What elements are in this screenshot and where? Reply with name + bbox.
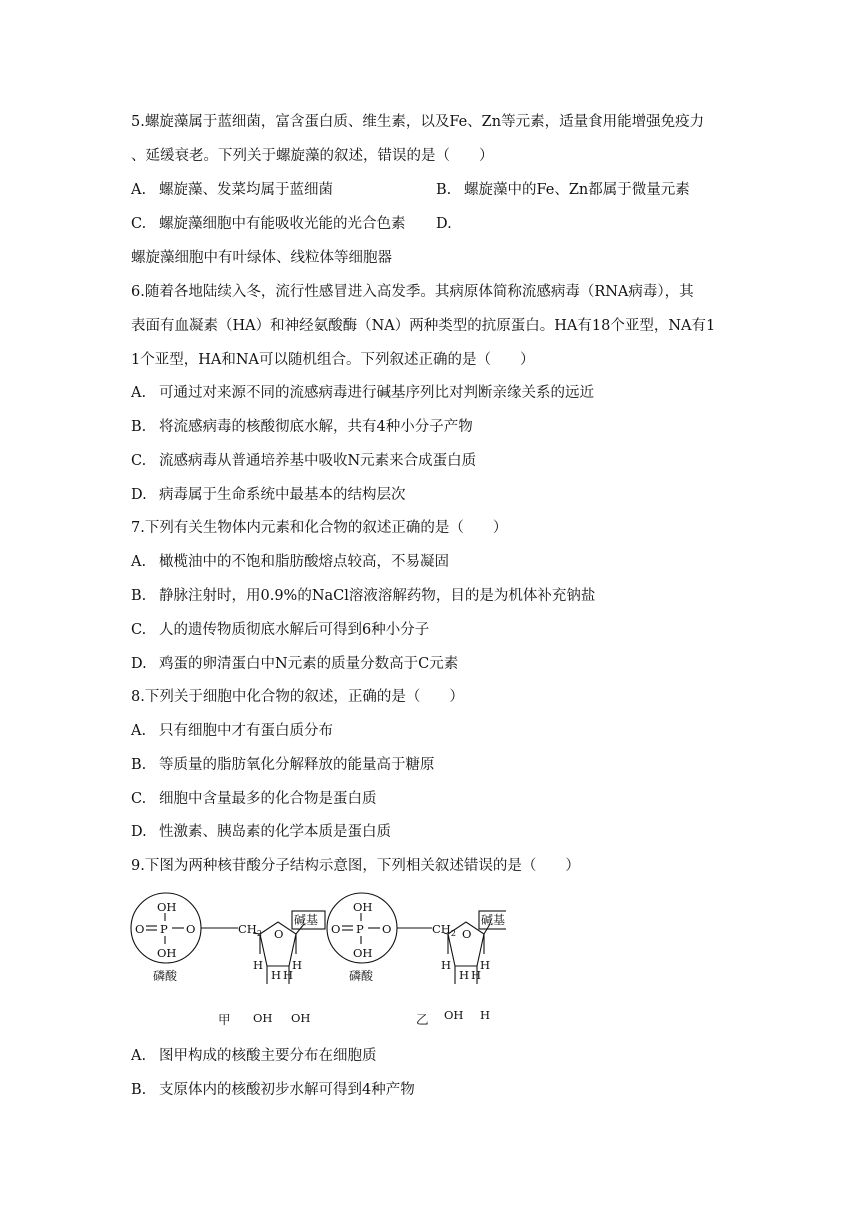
q6-option-b xyxy=(131,417,473,437)
q8-option-c xyxy=(131,789,377,809)
option-text: 只有细胞中才有蛋白质分布 xyxy=(159,723,333,739)
q7-option-a xyxy=(131,552,449,572)
option-label: B. xyxy=(131,1082,147,1098)
q7-option-c xyxy=(131,620,429,640)
q5-stem-line-2: 、延缓衰老。下列关于螺旋藻的叙述，错误的是（ ） xyxy=(131,148,494,164)
base-label-jia: 碱基 xyxy=(294,913,319,927)
q9-option-a xyxy=(131,1046,377,1066)
label-yi: 乙 xyxy=(416,1012,429,1027)
option-label: C. xyxy=(131,216,147,232)
o-double-jia: O xyxy=(135,922,145,936)
option-text: 性激素、胰岛素的化学本质是蛋白质 xyxy=(159,824,391,840)
option-label: A. xyxy=(131,182,147,198)
option-text: 将流感病毒的核酸彻底水解，共有4种小分子产物 xyxy=(159,419,473,435)
oh-c2-jia: OH xyxy=(291,1011,311,1025)
h-lower-right-yi: H xyxy=(471,968,482,982)
base-label-yi: 碱基 xyxy=(481,913,506,927)
q8-option-a xyxy=(131,721,333,741)
option-label: A. xyxy=(131,723,147,739)
ring-o-yi: O xyxy=(462,927,472,941)
q5-option-d-text: 螺旋藻细胞中有叶绿体、线粒体等细胞器 xyxy=(131,250,392,266)
q8-option-b xyxy=(131,755,435,775)
q8-option-d xyxy=(131,822,391,842)
oh-top-jia: OH xyxy=(157,900,177,914)
oh-c3-jia: OH xyxy=(253,1011,273,1025)
q6-option-d xyxy=(131,485,406,505)
option-label: C. xyxy=(131,791,147,807)
option-label: C. xyxy=(131,622,147,638)
option-label: B. xyxy=(131,588,147,604)
o-ester-jia: O xyxy=(186,922,196,936)
q5-option-c xyxy=(131,214,406,234)
h-lower-left-jia: H xyxy=(271,968,282,982)
h-right-jia: H xyxy=(292,958,303,972)
q8-stem: 8.下列关于细胞中化合物的叙述，正确的是（ ） xyxy=(131,689,464,705)
o-double-yi: O xyxy=(331,922,341,936)
q7-stem: 7.下列有关生物体内元素和化合物的叙述正确的是（ ） xyxy=(131,520,508,536)
h-lower-right-jia: H xyxy=(283,968,294,982)
option-text: 人的遗传物质彻底水解后可得到6种小分子 xyxy=(159,622,430,638)
ch2-text: CH xyxy=(238,922,257,936)
oh-bottom-yi: OH xyxy=(353,946,373,960)
phosphate-label-jia: 磷酸 xyxy=(153,969,178,983)
q6-stem-line-2: 表面有血凝素（HA）和神经氨酸酶（NA）两种类型的抗原蛋白。HA有18个亚型，NA有1 xyxy=(131,318,716,334)
p-yi: P xyxy=(356,922,364,936)
oh-c3-yi: OH xyxy=(444,1008,464,1022)
option-text: 等质量的脂肪氧化分解释放的能量高于糖原 xyxy=(159,757,435,773)
h-left-yi: H xyxy=(441,958,452,972)
ch2-subscript: 2 xyxy=(450,929,456,938)
ch2-jia xyxy=(238,922,262,938)
q9-option-b xyxy=(131,1080,415,1100)
o-ester-yi: O xyxy=(382,922,392,936)
option-label: B. xyxy=(131,419,147,435)
ch2-text: CH xyxy=(432,922,451,936)
ch2-subscript: 2 xyxy=(256,929,262,938)
option-label: C. xyxy=(131,453,147,469)
q6-stem-line-3: 1个亚型，HA和NA可以随机组合。下列叙述正确的是（ ） xyxy=(131,352,535,368)
option-text: 可通过对来源不同的流感病毒进行碱基序列比对判断亲缘关系的远近 xyxy=(159,385,594,401)
q6-option-c xyxy=(131,451,476,471)
option-text: 静脉注射时，用0.9%的NaCl溶液溶解药物，目的是为机体补充钠盐 xyxy=(159,588,596,604)
q5-stem-line-1: 5.螺旋藻属于蓝细菌，富含蛋白质、维生素，以及Fe、Zn等元素，适量食用能增强免疫力 xyxy=(131,114,705,130)
q5-option-d-label: D. xyxy=(436,216,452,232)
option-label: D. xyxy=(131,487,147,503)
h-right-yi: H xyxy=(480,958,491,972)
h-lower-left-yi: H xyxy=(459,968,470,982)
ring-o-jia: O xyxy=(274,927,284,941)
q9-stem: 9.下图为两种核苷酸分子结构示意图，下列相关叙述错误的是（ ） xyxy=(131,858,580,874)
option-text: 螺旋藻中的Fe、Zn都属于微量元素 xyxy=(464,182,690,198)
option-text: 螺旋藻细胞中有能吸收光能的光合色素 xyxy=(159,216,406,232)
h-c2-yi: H xyxy=(480,1008,491,1022)
option-label: B. xyxy=(131,757,147,773)
option-label: D. xyxy=(131,656,147,672)
option-text: 病毒属于生命系统中最基本的结构层次 xyxy=(159,487,406,503)
option-label: D. xyxy=(131,824,147,840)
option-text: 螺旋藻、发菜均属于蓝细菌 xyxy=(159,182,333,198)
option-text: 鸡蛋的卵清蛋白中N元素的质量分数高于C元素 xyxy=(159,656,459,672)
phosphate-label-yi: 磷酸 xyxy=(349,969,374,983)
q7-option-d xyxy=(131,654,458,674)
q6-stem-line-1: 6.随着各地陆续入冬，流行性感冒进入高发季。其病原体简称流感病毒（RNA病毒），其 xyxy=(131,284,694,300)
option-text: 橄榄油中的不饱和脂肪酸熔点较高，不易凝固 xyxy=(159,554,449,570)
option-label: A. xyxy=(131,554,147,570)
option-label: B. xyxy=(436,182,452,198)
option-label: A. xyxy=(131,385,147,401)
nucleotide-structure-diagram xyxy=(126,886,506,1032)
option-label: A. xyxy=(131,1048,147,1064)
label-jia: 甲 xyxy=(218,1012,231,1027)
h-left-jia: H xyxy=(253,958,264,972)
option-text: 流感病毒从普通培养基中吸收N元素来合成蛋白质 xyxy=(159,453,477,469)
q6-option-a xyxy=(131,383,594,403)
option-text: 图甲构成的核酸主要分布在细胞质 xyxy=(159,1048,377,1064)
oh-top-yi: OH xyxy=(353,900,373,914)
q5-option-a xyxy=(131,180,333,200)
q5-option-b xyxy=(436,180,690,200)
oh-bottom-jia: OH xyxy=(157,946,177,960)
option-text: 支原体内的核酸初步水解可得到4种产物 xyxy=(159,1082,415,1098)
q7-option-b xyxy=(131,586,595,606)
p-jia: P xyxy=(160,922,168,936)
ch2-yi xyxy=(432,922,456,938)
option-text: 细胞中含量最多的化合物是蛋白质 xyxy=(159,791,377,807)
